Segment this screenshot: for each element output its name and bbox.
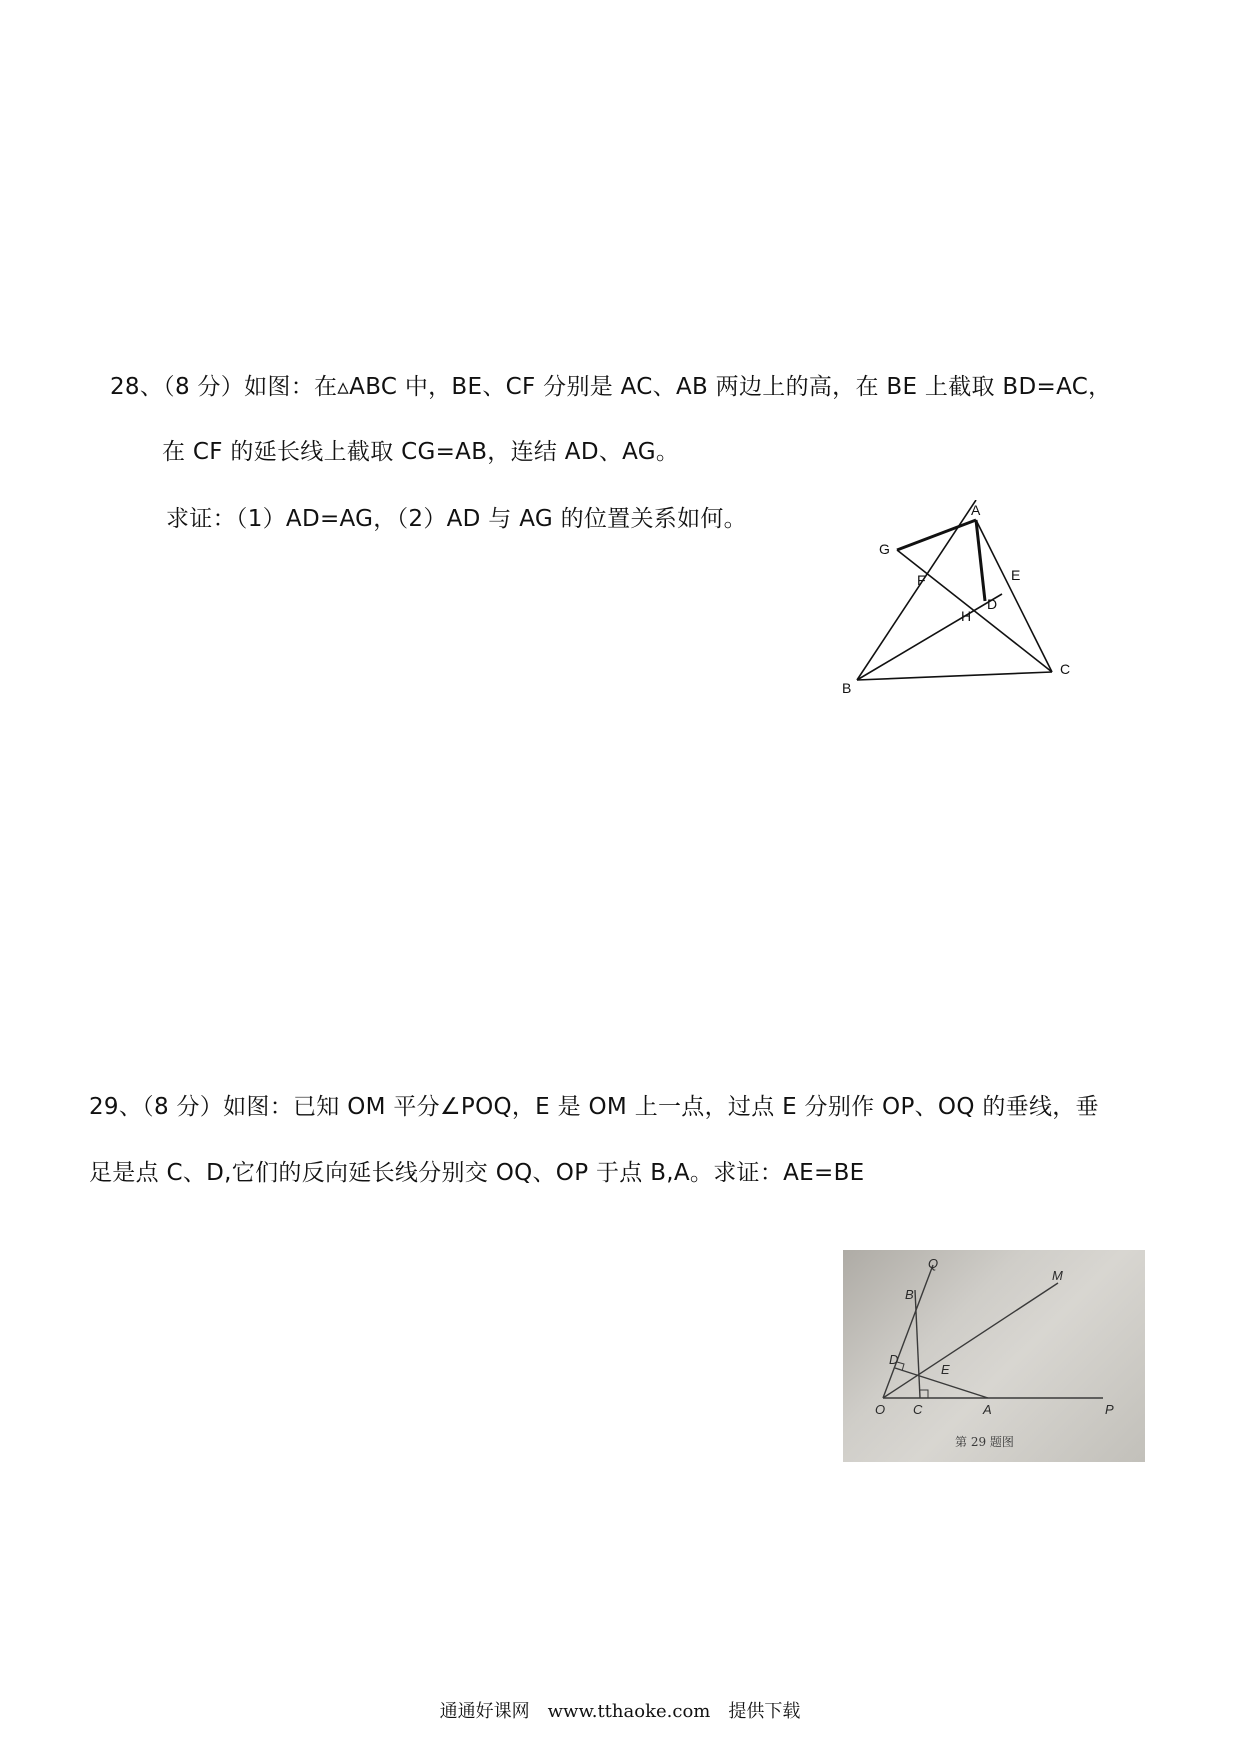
label-e: E	[941, 1362, 950, 1377]
segment-bc	[857, 672, 1052, 680]
label-g: G	[879, 541, 890, 557]
right-angle-mark-c	[920, 1390, 928, 1398]
label-c: C	[913, 1402, 923, 1417]
label-o: O	[875, 1402, 886, 1417]
label-b: B	[905, 1287, 914, 1302]
q28-prove-line: 求证：（1）AD=AG，（2）AD 与 AG 的位置关系如何。	[166, 506, 747, 532]
label-a: A	[971, 502, 981, 518]
q29-statement-line-2: 足是点 C、D,它们的反向延长线分别交 OQ、OP 于点 B,A。求证：AE=BE	[89, 1160, 865, 1186]
q28-statement-line-2: 在 CF 的延长线上截取 CG=AB，连结 AD、AG。	[162, 439, 680, 465]
label-f: F	[917, 572, 926, 588]
label-q: Q	[928, 1256, 939, 1271]
label-a: A	[983, 1402, 992, 1417]
figure-caption: 第 29 题图	[955, 1435, 1014, 1449]
label-d: D	[889, 1352, 899, 1367]
segment-cg	[897, 550, 1052, 672]
label-e: E	[1011, 567, 1021, 583]
q29-statement-line-1: 29、（8 分）如图：已知 OM 平分∠POQ，E 是 OM 上一点，过点 E 分别作 OP、OQ 的垂线，垂	[89, 1094, 1099, 1120]
label-d: D	[987, 596, 998, 612]
segment-be	[857, 594, 1002, 680]
label-p: P	[1105, 1402, 1114, 1417]
q29-photo-figure	[843, 1250, 1145, 1462]
segment-ad	[976, 520, 985, 601]
q28-triangle-figure	[830, 500, 1100, 700]
segment-ag	[897, 520, 976, 550]
q29-angle-figure	[843, 1250, 1145, 1462]
label-c: C	[1060, 661, 1071, 677]
footer-source-text: 通通好课网 www.tthaoke.com 提供下载	[439, 1701, 801, 1722]
label-h: H	[961, 608, 972, 624]
label-b: B	[842, 680, 852, 696]
label-m: M	[1052, 1268, 1063, 1283]
q28-statement-line-1: 28、（8 分）如图：在▵ABC 中，BE、CF 分别是 AC、AB 两边上的高，在 BE 上截取 BD=AC，	[110, 374, 1112, 400]
